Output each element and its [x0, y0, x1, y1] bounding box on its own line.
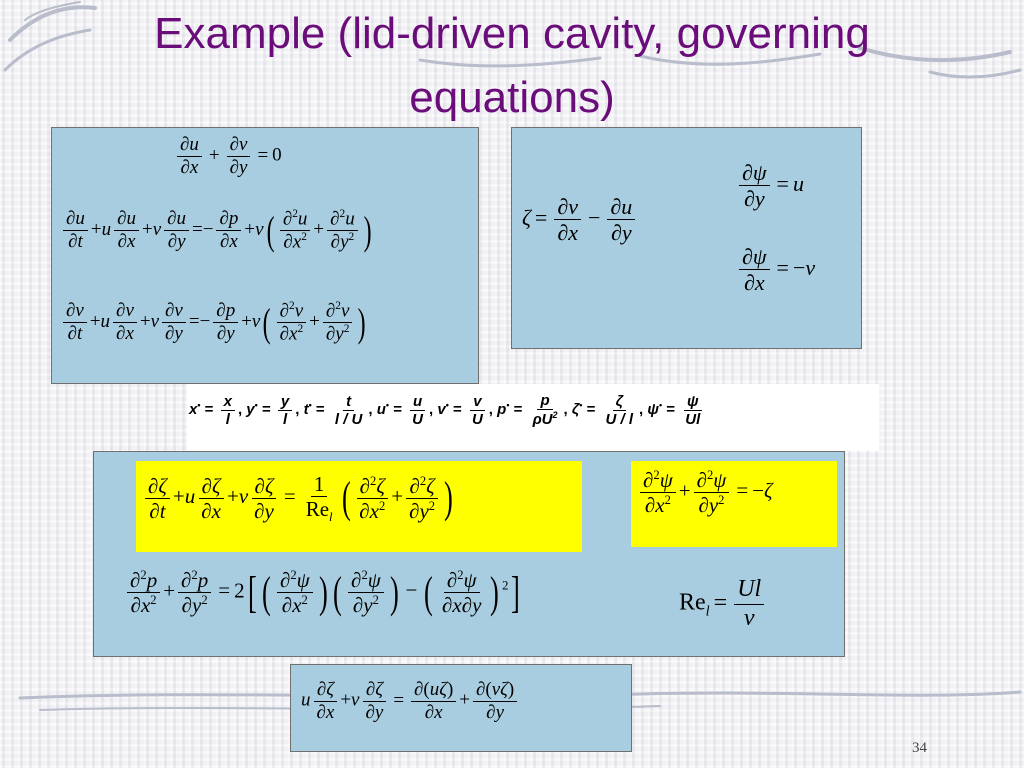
stream-function-u: $\frac{\partial\psi}{\partial y}$ = u: [736, 160, 804, 212]
vorticity-transport-equation: $\frac{\partial\zeta}{\partial t}$ +u $\frac{\partial\zeta}{\partial x}$ +v $\frac{\partial\zeta}{\partial y}$ = 1 $Re_l$ ( $\frac{\partial^2\zeta}{\partial x^2}$ + $\frac{\partial^2\zeta}{\partial y^2}$ ): [142, 472, 456, 525]
slide-title: Example (lid-driven cavity, governing: [154, 9, 870, 58]
nondimensional-definitions: x• = $\frac{x}{l}$ , y• = $\frac{y}{l}$ , t• = $\frac{t}{l / U}$ , u• = $\frac{u}{U}$ , v• = $\frac{v}{U}$ , p• = $\frac{p}{\rho U^2}$ , ζ• = $\frac{\zeta}{U / l}$ , ψ• = $\frac{\psi}{Ul}$: [189, 392, 701, 429]
nondimensional-variables-strip: [187, 384, 879, 451]
stream-poisson-equation: $\frac{\partial^2\psi}{\partial x^2}$ + $\frac{\partial^2\psi}{\partial y^2}$ = −ζ: [637, 468, 773, 517]
navier-stokes-box: [51, 127, 479, 384]
vorticity-transport-box: [93, 451, 845, 657]
stream-function-v: $\frac{\partial\psi}{\partial x}$ = −v: [736, 244, 815, 296]
vorticity-definition: ζ = $\frac{\partial v}{\partial x}$ − $\frac{\partial u}{\partial y}$: [522, 194, 638, 246]
pressure-poisson-equation: $\frac{\partial^2p}{\partial x^2}$ + $\frac{\partial^2p}{\partial y^2}$ = 2[ ( $\frac{\partial^2\psi}{\partial x^2}$ ) ( $\frac{\partial^2\psi}{\partial y^2}$ ) − ( $\frac{\partial^2\psi}{\partial x\partial y}$ ) $^2$]: [124, 568, 523, 617]
slide-title-continued: equations): [409, 73, 615, 122]
continuity-equation: $\frac{\partial u}{\partial x}$ + $\frac{\partial v}{\partial y}$ = 0: [174, 134, 282, 179]
reynolds-number-definition: $Re_l$ = $\frac{Ul}{\nu}$: [679, 576, 767, 632]
vorticity-stream-box: [511, 127, 862, 349]
y-momentum-equation: $\frac{\partial v}{\partial t}$ +u $\frac{\partial v}{\partial x}$ +v $\frac{\partial v}{\partial y}$ =− $\frac{\partial p}{\partial y}$ +ν( $\frac{\partial^2v}{\partial x^2}$ + $\frac{\partial^2v}{\partial y^2}$ ): [60, 300, 369, 345]
conservative-form-box: [290, 664, 632, 752]
conservative-form-equation: u $\frac{\partial\zeta}{\partial x}$ +v $\frac{\partial\zeta}{\partial y}$ = $\frac{\partial(u\zeta)}{\partial x}$ + $\frac{\partial(v\zeta)}{\partial y}$: [301, 679, 520, 724]
x-momentum-equation: $\frac{\partial u}{\partial t}$ +u $\frac{\partial u}{\partial x}$ +v $\frac{\partial u}{\partial y}$ =− $\frac{\partial p}{\partial x}$ +ν( $\frac{\partial^2u}{\partial x^2}$ + $\frac{\partial^2u}{\partial y^2}$ ): [60, 208, 374, 253]
page-number: 34: [912, 740, 927, 756]
